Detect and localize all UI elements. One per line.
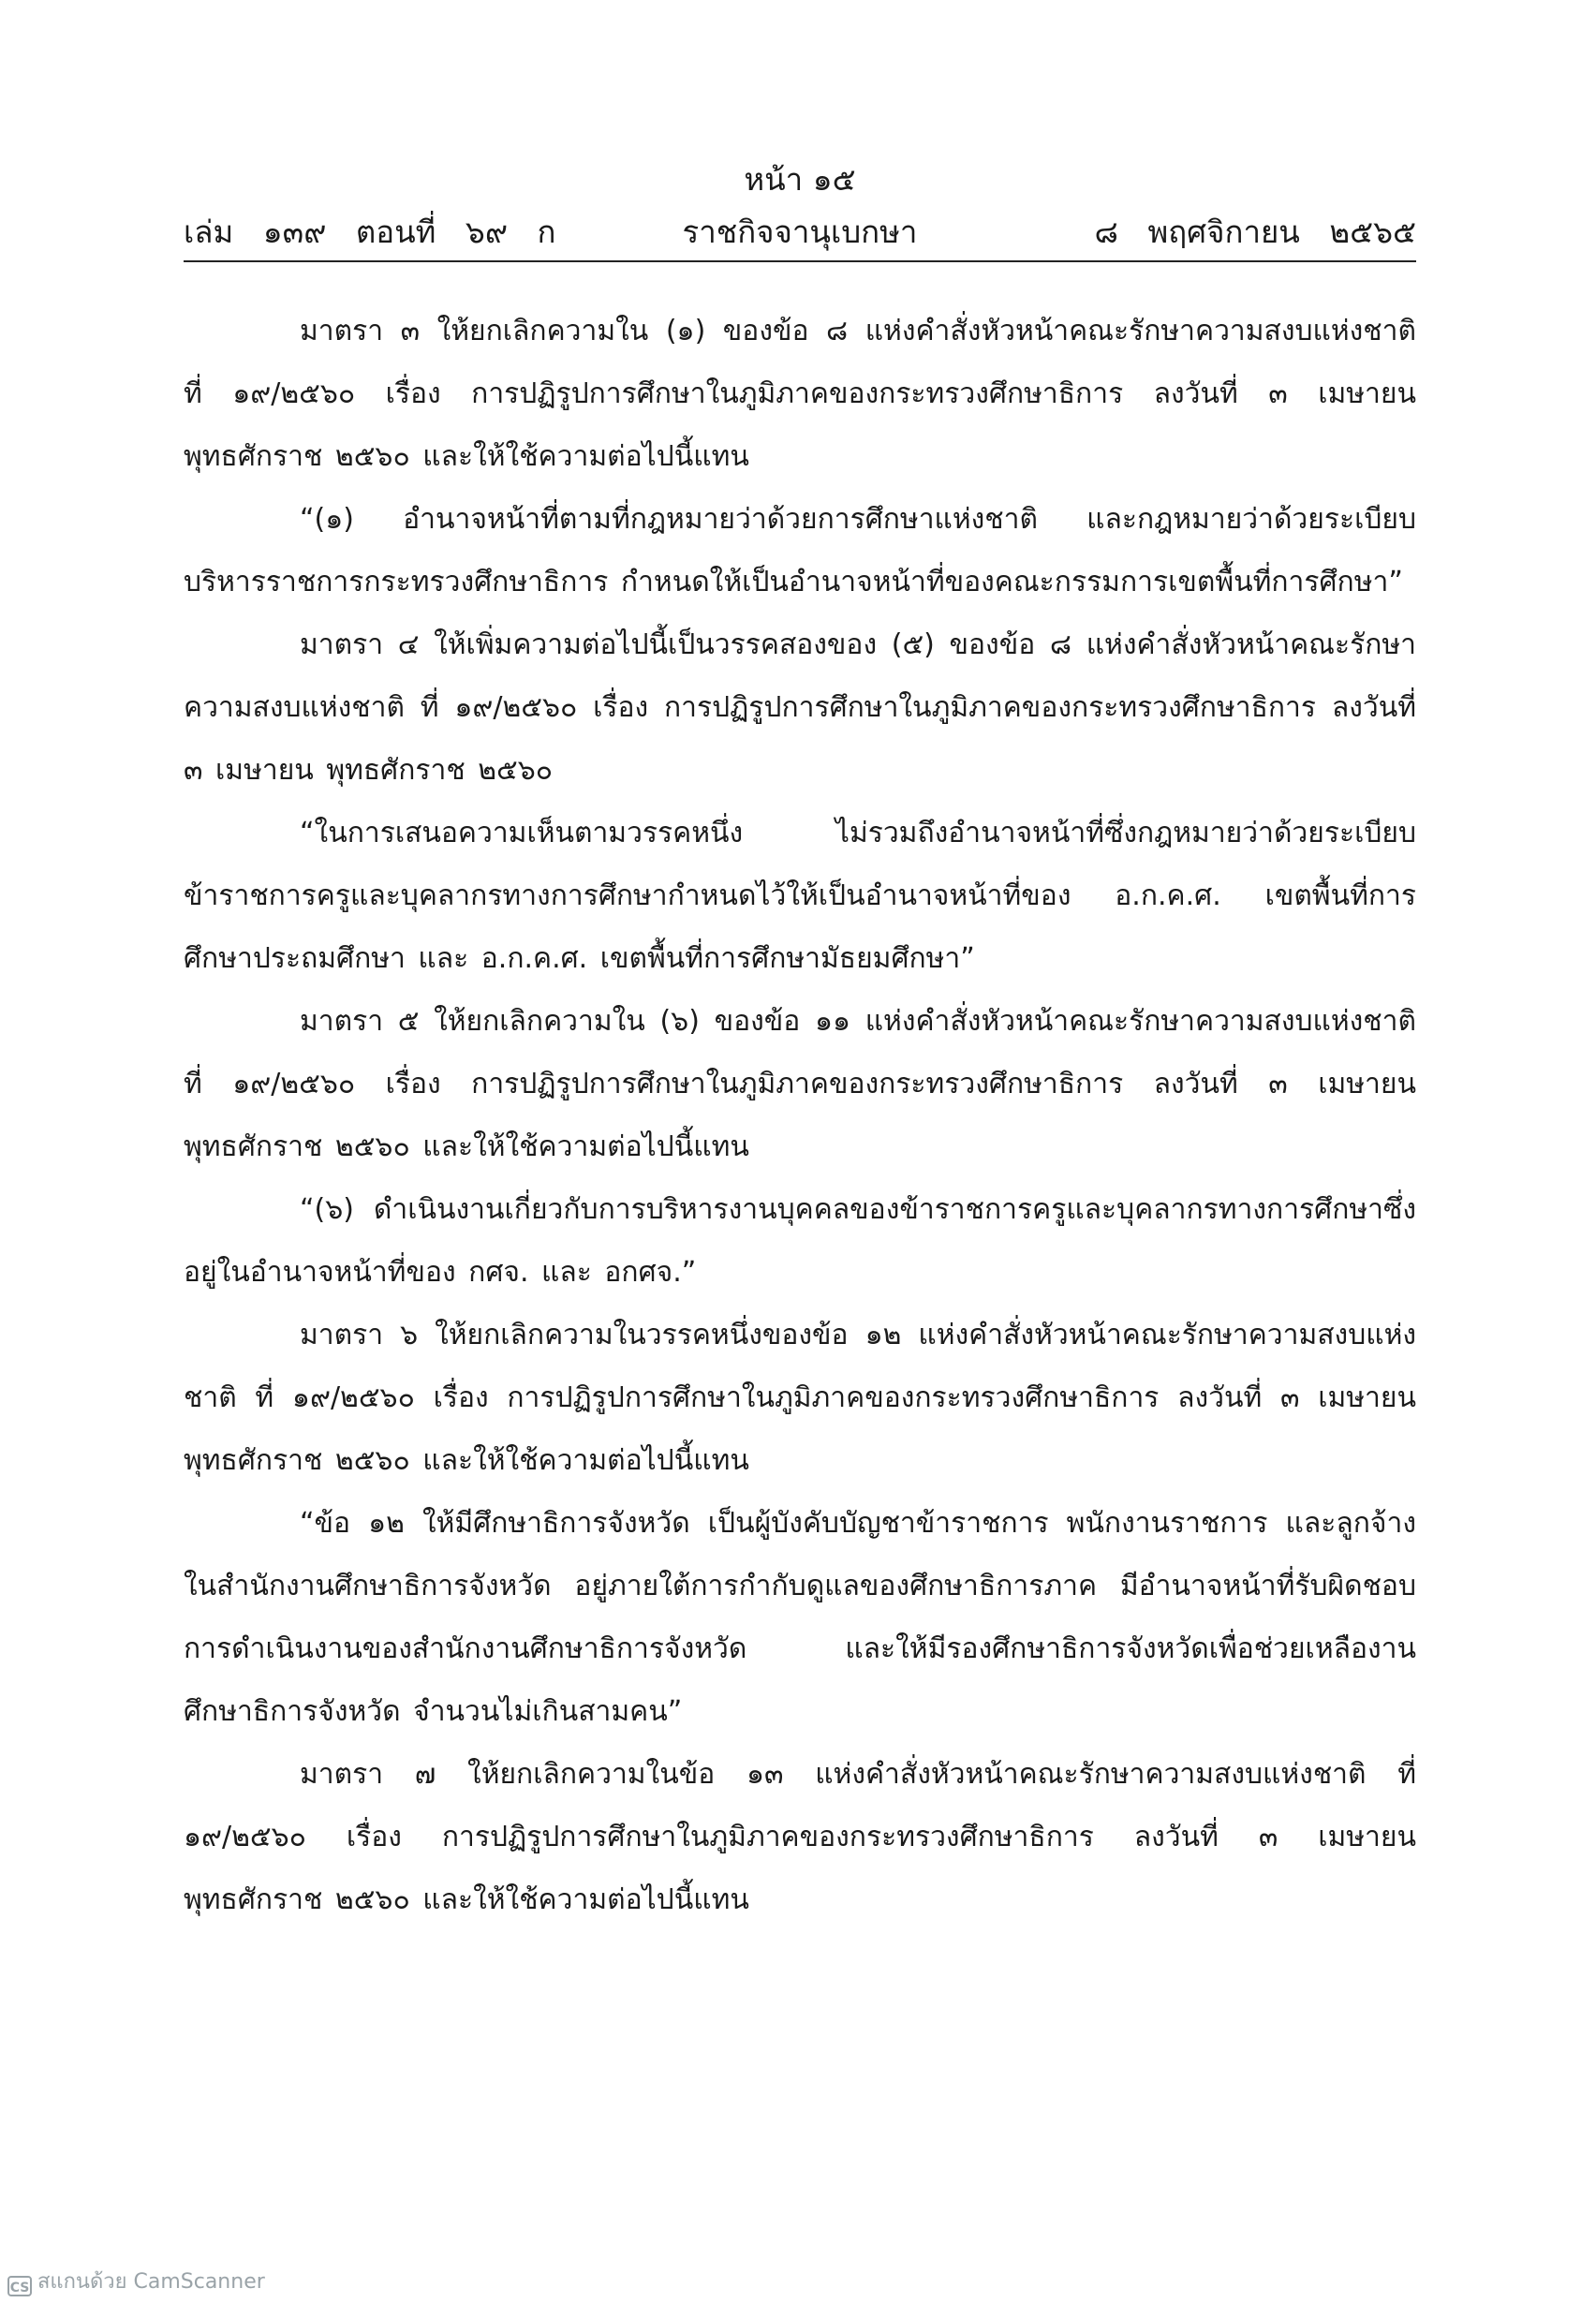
camscanner-icon: CS: [7, 2276, 32, 2296]
page-header: [184, 159, 1416, 264]
section-4-quoted-text: “ในการเสนอความเห็นตามวรรคหนึ่ง ไม่รวมถึงอำนาจหน้าที่ซึ่งกฎหมายว่าด้วยระเบียบข้าราชการครูและบุคลากรทางการศึกษากำหนดไว้ให้เป็นอำนาจหน้าที่ของ อ.ก.ค.ศ. เขตพื้นที่การศึกษาประถมศึกษา และ อ.ก.ค.ศ. เขตพื้นที่การศึกษามัธยมศึกษา”: [184, 817, 1416, 975]
section-6-paragraph: มาตรา ๖ ให้ยกเลิกความในวรรคหนึ่งของข้อ ๑๒ แห่งคำสั่งหัวหน้าคณะรักษาความสงบแห่งชาติ ที่ ๑๙/๒๕๖๐ เรื่อง การปฏิรูปการศึกษาในภูมิภาคของกระทรวงศึกษาธิการ ลงวันที่ ๓ เมษายน พุทธศักราช ๒๕๖๐ และให้ใช้ความต่อไปนี้แทน: [184, 1319, 1416, 1477]
document-body: [184, 300, 1416, 1931]
watermark-text: สแกนด้วย CamScanner: [37, 2270, 265, 2294]
section-3-quoted-text: “(๑) อำนาจหน้าที่ตามที่กฎหมายว่าด้วยการศึกษาแห่งชาติ และกฎหมายว่าด้วยระเบียบบริหารราชการกระทรวงศึกษาธิการ กำหนดให้เป็นอำนาจหน้าที่ของคณะกรรมการเขตพื้นที่การศึกษา”: [184, 503, 1416, 598]
publication-name: ราชกิจจานุเบกษา: [682, 214, 918, 250]
section-5-quoted-text: “(๖) ดำเนินงานเกี่ยวกับการบริหารงานบุคคลของข้าราชการครูและบุคลากรทางการศึกษาซึ่งอยู่ในอำนาจหน้าที่ของ กศจ. และ อกศจ.”: [184, 1193, 1416, 1289]
header-row: [184, 212, 1416, 253]
section-4-paragraph: มาตรา ๔ ให้เพิ่มความต่อไปนี้เป็นวรรคสองของ (๕) ของข้อ ๘ แห่งคำสั่งหัวหน้าคณะรักษาความสงบแห่งชาติ ที่ ๑๙/๒๕๖๐ เรื่อง การปฏิรูปการศึกษาในภูมิภาคของกระทรวงศึกษาธิการ ลงวันที่ ๓ เมษายน พุทธศักราช ๒๕๖๐: [184, 628, 1416, 787]
page-number: หน้า ๑๕: [744, 161, 856, 198]
volume-issue: เล่ม ๑๓๙ ตอนที่ ๖๙ ก: [184, 214, 556, 250]
section-3-paragraph: มาตรา ๓ ให้ยกเลิกความใน (๑) ของข้อ ๘ แห่งคำสั่งหัวหน้าคณะรักษาความสงบแห่งชาติ ที่ ๑๙/๒๕๖๐ เรื่อง การปฏิรูปการศึกษาในภูมิภาคของกระทรวงศึกษาธิการ ลงวันที่ ๓ เมษายน พุทธศักราช ๒๕๖๐ และให้ใช้ความต่อไปนี้แทน: [184, 315, 1416, 473]
section-6-quoted-text: “ข้อ ๑๒ ให้มีศึกษาธิการจังหวัด เป็นผู้บังคับบัญชาข้าราชการ พนักงานราชการ และลูกจ้างในสำนักงานศึกษาธิการจังหวัด อยู่ภายใต้การกำกับดูแลของศึกษาธิการภาค มีอำนาจหน้าที่รับผิดชอบการดำเนินงานของสำนักงานศึกษาธิการจังหวัด และให้มีรองศึกษาธิการจังหวัดเพื่อช่วยเหลืองานศึกษาธิการจังหวัด จำนวนไม่เกินสามคน”: [184, 1507, 1416, 1728]
publication-date: ๘ พฤศจิกายน ๒๕๖๕: [1094, 214, 1416, 250]
header-divider: [184, 260, 1416, 262]
scanner-watermark: [7, 2268, 265, 2296]
section-5-paragraph: มาตรา ๕ ให้ยกเลิกความใน (๖) ของข้อ ๑๑ แห่งคำสั่งหัวหน้าคณะรักษาความสงบแห่งชาติ ที่ ๑๙/๒๕๖๐ เรื่อง การปฏิรูปการศึกษาในภูมิภาคของกระทรวงศึกษาธิการ ลงวันที่ ๓ เมษายน พุทธศักราช ๒๕๖๐ และให้ใช้ความต่อไปนี้แทน: [184, 1005, 1416, 1163]
section-7-paragraph: มาตรา ๗ ให้ยกเลิกความในข้อ ๑๓ แห่งคำสั่งหัวหน้าคณะรักษาความสงบแห่งชาติ ที่ ๑๙/๒๕๖๐ เรื่อง การปฏิรูปการศึกษาในภูมิภาคของกระทรวงศึกษาธิการ ลงวันที่ ๓ เมษายน พุทธศักราช ๒๕๖๐ และให้ใช้ความต่อไปนี้แทน: [184, 1758, 1416, 1916]
